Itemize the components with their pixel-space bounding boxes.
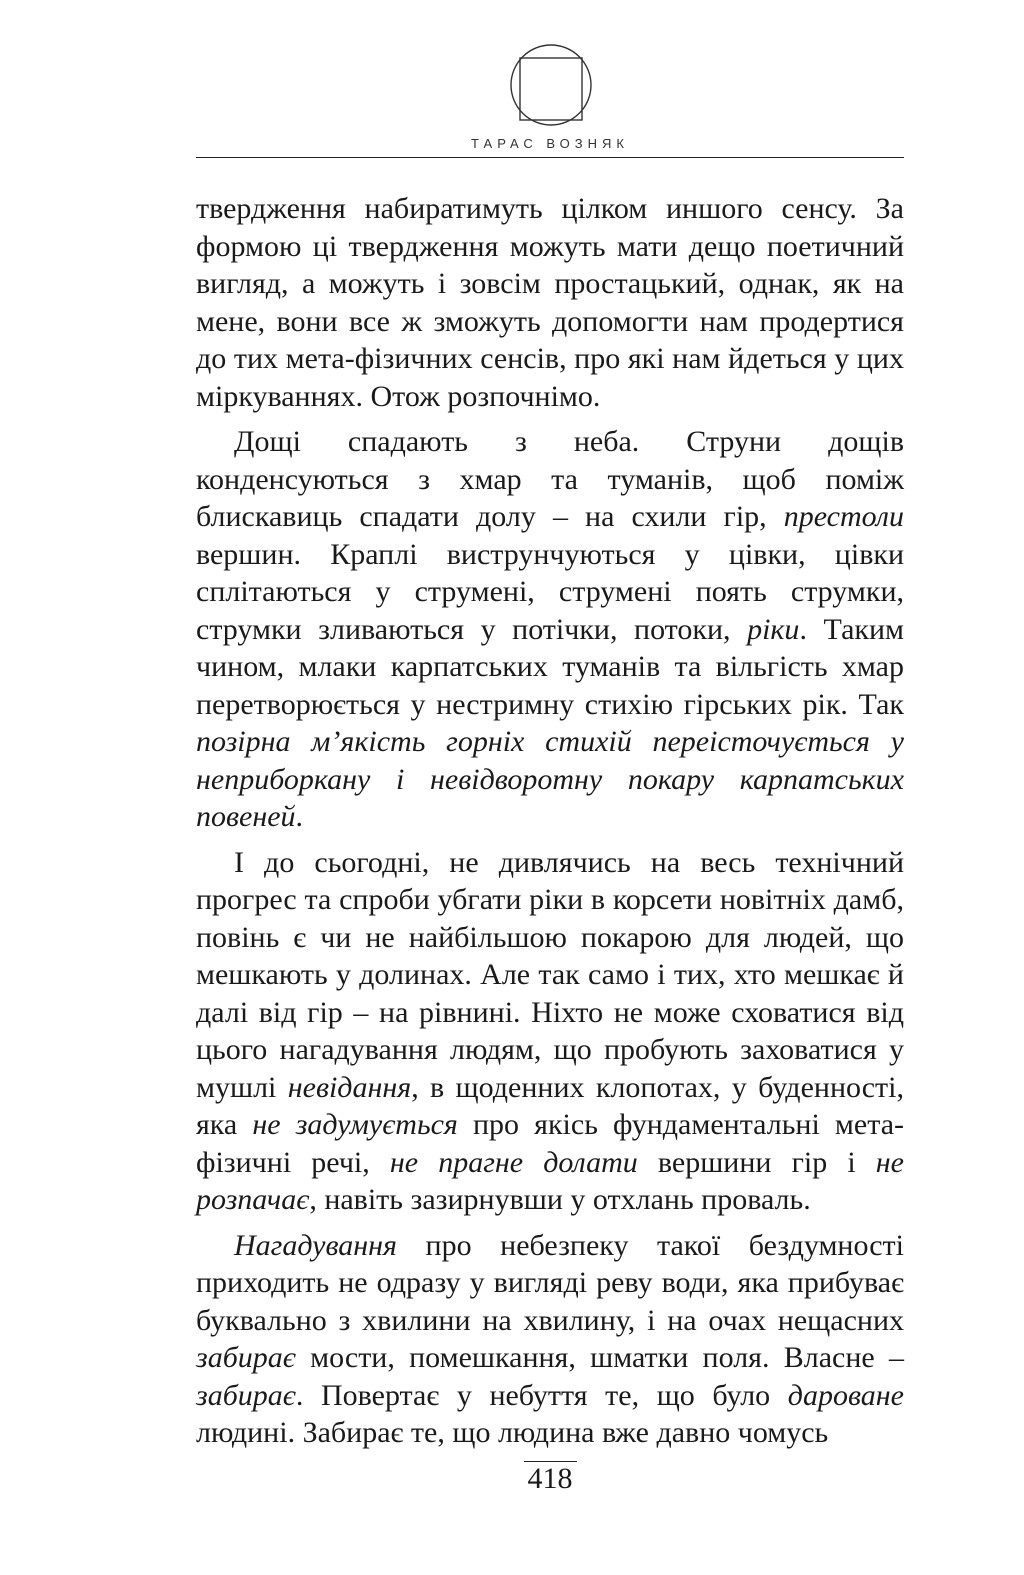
italic-text: дароване [787, 1378, 904, 1412]
text-run: вершин. Краплі виструнчуються у цівки, цівки сплітаються у струмені, струмені поять струмки, струмки зливаються у потічки, потоки, [196, 537, 904, 646]
running-head: ТАРАС ВОЗНЯК [471, 136, 629, 151]
text-run: про якісь фундаментальні мета-фізичні речі, [196, 1108, 904, 1179]
text-run: І до сьогодні, не дивлячись на весь технічний прогрес та спроби убгати ріки в корсети новітніх дамб, повінь є чи не найбільшою покарою для людей, що мешкають у долинах. Але так само і тих, хто мешкає й далі від гір – на рівнині. Ніхто не може сховатися від цього нагадування людям, що пробують заховатися у мушлі [196, 845, 904, 1104]
italic-text: позірна м’якість горніх стихій переісточується у неприборкану і невідворотну покару карпатських повеней [196, 725, 904, 833]
text-run: . Повертає у небуття те, що було [295, 1378, 788, 1412]
text-run: , навіть зазирнувши у отхлань проваль. [309, 1183, 811, 1216]
text-run: вершини гір і [637, 1145, 876, 1179]
italic-text: невідання [287, 1070, 412, 1104]
italic-text: ріки [747, 612, 800, 646]
text-run: про небезпеку такої бездумності приходить не одразу у вигляді реву води, яка прибуває буквально з хвилини на хвилину, і на очах нещасних [196, 1228, 904, 1337]
paragraph [196, 844, 904, 1219]
italic-text: забирає [196, 1378, 296, 1412]
italic-text: не задумується [252, 1108, 458, 1141]
text-run: . Таким чином, млаки карпатських туманів та вільгість хмар перетворюється у нестримну стихію гірських рік. Так [196, 612, 904, 721]
text-run: мости, помешкання, шматки поля. Власне – [295, 1341, 904, 1374]
paragraph [196, 190, 904, 415]
italic-text: Нагадування [234, 1228, 397, 1262]
italic-text: забирає [196, 1341, 296, 1374]
page-number-value: 418 [524, 1461, 577, 1495]
text-run: людині. Забирає те, що людина вже давно чомусь [196, 1416, 829, 1449]
text-run: , в щоденних клопотах, у буденності, яка [196, 1070, 905, 1141]
paragraph [196, 1227, 904, 1452]
text-run: твердження набиратимуть цілком иншого сенсу. За формою ці твердження можуть мати дещо поетичний вигляд, а можуть і зовсім простацький, однак, як на мене, вони все ж зможуть допомогти нам продертися до тих мета-фізичних сенсів, про які нам йдеться у цих міркуваннях. Отож розпочнімо. [196, 192, 904, 413]
text-run: . [295, 800, 304, 833]
circle-square-emblem-icon [506, 40, 596, 130]
text-run: Дощі спадають з неба. Струни дощів конденсуються з хмар та туманів, щоб поміж блискавиць спадати долу – на схили гір, [196, 425, 904, 533]
header-rule [196, 157, 904, 158]
page-number [196, 1462, 904, 1496]
paragraph [196, 423, 904, 836]
italic-text: престоли [783, 500, 904, 533]
italic-text: не прагне долати [389, 1145, 638, 1179]
body-text [196, 190, 904, 1460]
italic-text: не розпачає [196, 1145, 904, 1216]
